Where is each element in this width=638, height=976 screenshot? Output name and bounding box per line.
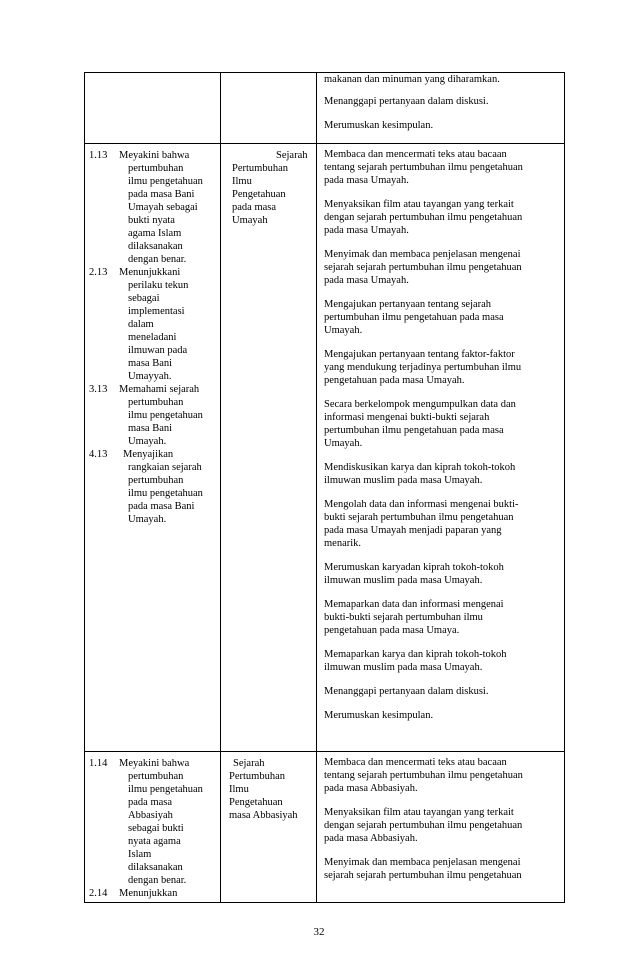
activity-first-line	[317, 709, 562, 722]
activity-first-line	[317, 95, 562, 108]
activity-line: tentang sejarah pertumbuhan ilmu pengetahuan	[324, 162, 523, 173]
list-item	[317, 685, 562, 698]
kd-cell	[85, 752, 221, 903]
kd-number: 1.13	[89, 150, 108, 161]
activity-line: Secara berkelompok mengumpulkan data dan	[324, 399, 516, 410]
activity-line: Merumuskan kesimpulan.	[324, 710, 434, 721]
table-row	[85, 144, 565, 752]
activity-first-line	[317, 148, 562, 161]
kd-line: pertumbuhan	[128, 771, 184, 782]
kd-line: ilmu pengetahuan	[128, 176, 203, 187]
activity-line: bukti-bukti sejarah pertumbuhan ilmu	[324, 612, 483, 623]
bullet-icon	[317, 298, 324, 311]
activity-first-line	[317, 248, 562, 261]
kd-line: dilaksanakan	[128, 862, 183, 873]
activity-line: Merumuskan karyadan kiprah tokoh-tokoh	[324, 562, 504, 573]
activity-line: sejarah sejarah pertumbuhan ilmu pengetahuan	[324, 262, 522, 273]
activity-line: pada masa Umayah.	[324, 275, 409, 286]
bullet-icon	[317, 148, 324, 161]
activity-line: pengetahuan pada masa Umaya.	[324, 625, 460, 636]
activity-line: pada masa Abbasiyah.	[324, 783, 418, 794]
activity-line: pada masa Umayah.	[324, 175, 409, 186]
kd-line: Umayah.	[128, 436, 167, 447]
kd-line: agama Islam	[128, 228, 182, 239]
kd-line: Meyakini bahwa	[119, 758, 190, 769]
kd-line: nyata agama	[128, 836, 181, 847]
list-item	[317, 856, 562, 882]
kd-line: dengan benar.	[128, 254, 187, 265]
bullet-icon	[317, 348, 324, 361]
activity-line: ilmuwan muslim pada masa Umayah.	[324, 575, 483, 586]
activity-first-line	[317, 119, 562, 132]
kd-line: pada masa Bani	[128, 189, 195, 200]
activity-line: dengan sejarah pertumbuhan ilmu pengetahuan	[324, 212, 523, 223]
activity-first-line	[317, 461, 562, 474]
materi-line: pada masa	[232, 202, 277, 213]
activity-line: ilmuwan muslim pada masa Umayah.	[324, 662, 483, 673]
activity-line: informasi mengenai bukti-bukti sejarah	[324, 412, 490, 423]
activity-first-line	[317, 806, 562, 819]
kd-line: ilmu pengetahuan	[128, 410, 203, 421]
activity-first-line	[317, 756, 562, 769]
activity-line: pada masa Abbasiyah.	[324, 833, 418, 844]
kd-item	[89, 383, 218, 448]
activity-line: pertumbuhan ilmu pengetahuan pada masa	[324, 425, 504, 436]
activity-list	[317, 144, 564, 722]
kd-number: 3.13	[89, 384, 108, 395]
materi-line: Ilmu	[232, 176, 252, 187]
kd-text	[119, 266, 218, 383]
activity-first-line	[317, 648, 562, 661]
kd-text	[119, 383, 218, 448]
activity-line: Mengajukan pertanyaan tentang faktor-faktor	[324, 349, 515, 360]
list-item	[317, 198, 562, 237]
kd-line: Meyakini bahwa	[119, 150, 190, 161]
activity-line: Umayah.	[324, 325, 363, 336]
bullet-icon	[317, 856, 324, 869]
activity-first-line	[317, 498, 562, 511]
activity-line: pertumbuhan ilmu pengetahuan pada masa	[324, 312, 504, 323]
activity-line: Merumuskan kesimpulan.	[324, 120, 434, 131]
activity-line: sejarah sejarah pertumbuhan ilmu pengetahuan	[324, 870, 522, 881]
kd-line: ilmuwan pada	[128, 345, 188, 356]
kd-text	[119, 887, 218, 900]
materi-line: Sejarah	[276, 150, 308, 161]
bullet-icon	[317, 806, 324, 819]
activity-cell	[317, 144, 565, 752]
activity-line: makanan dan minuman yang diharamkan.	[324, 74, 500, 85]
list-item	[317, 348, 562, 387]
bullet-icon	[317, 198, 324, 211]
activity-line: yang mendukung terjadinya pertumbuhan ilmu	[324, 362, 522, 373]
list-item	[317, 756, 562, 795]
kd-line: masa Bani	[128, 358, 173, 369]
bullet-icon	[317, 709, 324, 722]
materi-cell	[221, 144, 317, 752]
activity-line: Menyaksikan film atau tayangan yang terkait	[324, 199, 514, 210]
kd-line: Umayah sebagai	[128, 202, 198, 213]
kd-line: Islam	[128, 849, 152, 860]
table-row	[85, 752, 565, 903]
kd-line: sebagai bukti	[128, 823, 184, 834]
kd-line: ilmu pengetahuan	[128, 784, 203, 795]
activity-line: dengan sejarah pertumbuhan ilmu pengetahuan	[324, 820, 523, 831]
kd-item	[89, 149, 218, 266]
materi-first-line	[232, 149, 314, 162]
activity-line: bukti sejarah pertumbuhan ilmu pengetahuan	[324, 512, 514, 523]
kd-item	[89, 266, 218, 383]
list-item	[317, 73, 562, 86]
activity-line: Membaca dan mencermati teks atau bacaan	[324, 149, 507, 160]
kd-line: ilmu pengetahuan	[128, 488, 203, 499]
kd-line: meneladani	[128, 332, 177, 343]
bullet-icon	[317, 119, 324, 132]
list-item	[317, 561, 562, 587]
list-item	[317, 461, 562, 487]
kd-line: implementasi	[128, 306, 185, 317]
activity-line: Umayah.	[324, 438, 363, 449]
bullet-icon	[317, 461, 324, 474]
activity-list	[317, 73, 564, 132]
activity-line: Menanggapi pertanyaan dalam diskusi.	[324, 686, 489, 697]
bullet-icon	[317, 685, 324, 698]
bullet-icon	[317, 498, 324, 511]
activity-first-line	[317, 348, 562, 361]
table-row	[85, 73, 565, 144]
materi-line: masa Abbasiyah	[229, 810, 298, 821]
kd-line: Menunjukkan	[119, 888, 178, 899]
kd-line: pertumbuhan	[128, 475, 184, 486]
activity-first-line	[317, 561, 562, 574]
materi-line: Sejarah	[233, 758, 265, 769]
kd-number: 4.13	[89, 449, 108, 460]
materi-line: Pengetahuan	[229, 797, 283, 808]
bullet-icon	[317, 248, 324, 261]
kd-line: dengan benar.	[128, 875, 187, 886]
kd-line: perilaku tekun	[128, 280, 189, 291]
activity-line: ilmuwan muslim pada masa Umayah.	[324, 475, 483, 486]
bullet-icon	[232, 149, 246, 162]
kd-line: Umayyah.	[128, 371, 172, 382]
list-item	[317, 806, 562, 845]
bullet-icon	[317, 398, 324, 411]
activity-list	[317, 752, 564, 882]
activity-first-line	[317, 598, 562, 611]
list-item	[317, 598, 562, 637]
kd-line: Umayah.	[128, 514, 167, 525]
list-item	[317, 498, 562, 550]
kd-line: pertumbuhan	[128, 163, 184, 174]
kd-line: Abbasiyah	[128, 810, 173, 821]
kd-number: 2.14	[89, 888, 108, 899]
list-item	[317, 119, 562, 132]
kd-item	[89, 757, 218, 887]
kd-line: bukti nyata	[128, 215, 175, 226]
activity-first-line	[317, 856, 562, 869]
bullet-icon	[317, 648, 324, 661]
activity-line: pengetahuan pada masa Umayah.	[324, 375, 465, 386]
activity-first-line	[317, 198, 562, 211]
list-item	[317, 398, 562, 450]
bullet-icon	[317, 561, 324, 574]
kd-cell	[85, 73, 221, 144]
syllabus-table	[84, 72, 565, 903]
activity-line: Memaparkan karya dan kiprah tokoh-tokoh	[324, 649, 507, 660]
kd-text	[119, 149, 218, 266]
materi-line: Ilmu	[229, 784, 249, 795]
kd-line: sebagai	[128, 293, 160, 304]
materi-cell	[221, 73, 317, 144]
materi-line: Pertumbuhan	[229, 771, 285, 782]
list-item	[317, 95, 562, 108]
activity-line: menarik.	[324, 538, 362, 549]
list-item	[317, 709, 562, 722]
activity-first-line	[317, 685, 562, 698]
kd-line: masa Bani	[128, 423, 173, 434]
materi-line: Umayah	[232, 215, 268, 226]
kd-text	[119, 448, 218, 526]
kd-line: rangkaian sejarah	[128, 462, 202, 473]
kd-cell	[85, 144, 221, 752]
activity-first-line	[317, 298, 562, 311]
activity-cell	[317, 752, 565, 903]
activity-line: pada masa Umayah.	[324, 225, 409, 236]
kd-item	[89, 887, 218, 900]
activity-line: Membaca dan mencermati teks atau bacaan	[324, 757, 507, 768]
list-item	[317, 148, 562, 187]
kd-line: pada masa	[128, 797, 173, 808]
kd-text	[119, 757, 218, 887]
activity-line: Menanggapi pertanyaan dalam diskusi.	[324, 96, 489, 107]
kd-list	[85, 144, 220, 526]
kd-line: dilaksanakan	[128, 241, 183, 252]
kd-item	[89, 448, 218, 526]
bullet-icon	[317, 95, 324, 108]
materi-line: Pengetahuan	[232, 189, 286, 200]
activity-line: Menyaksikan film atau tayangan yang terkait	[324, 807, 514, 818]
kd-line: pada masa Bani	[128, 501, 195, 512]
activity-line: Menyimak dan membaca penjelasan mengenai	[324, 857, 521, 868]
list-item	[317, 248, 562, 287]
materi-line: Pertumbuhan	[232, 163, 288, 174]
activity-line: Mengolah data dan informasi mengenai bukti-	[324, 499, 519, 510]
kd-number: 2.13	[89, 267, 108, 278]
page-number: 32	[313, 926, 325, 938]
kd-line: Menyajikan	[123, 449, 174, 460]
activity-line: Mendiskusikan karya dan kiprah tokoh-tokoh	[324, 462, 516, 473]
materi-block	[221, 144, 316, 227]
kd-line: Menunjukkani	[119, 267, 181, 278]
kd-number: 1.14	[89, 758, 108, 769]
kd-line: Memahami sejarah	[119, 384, 200, 395]
bullet-icon	[317, 756, 324, 769]
activity-line: Mengajukan pertanyaan tentang sejarah	[324, 299, 492, 310]
bullet-icon	[317, 598, 324, 611]
activity-line: tentang sejarah pertumbuhan ilmu pengetahuan	[324, 770, 523, 781]
materi-cell	[221, 752, 317, 903]
activity-line: pada masa Umayah menjadi paparan yang	[324, 525, 502, 536]
activity-line: Memaparkan data dan informasi mengenai	[324, 599, 504, 610]
activity-first-line	[317, 398, 562, 411]
activity-cell	[317, 73, 565, 144]
activity-line: Menyimak dan membaca penjelasan mengenai	[324, 249, 521, 260]
kd-line: pertumbuhan	[128, 397, 184, 408]
list-item	[317, 648, 562, 674]
list-item	[317, 298, 562, 337]
kd-line: dalam	[128, 319, 154, 330]
materi-first-line	[229, 757, 314, 770]
kd-list	[85, 752, 220, 900]
materi-block	[221, 752, 316, 822]
